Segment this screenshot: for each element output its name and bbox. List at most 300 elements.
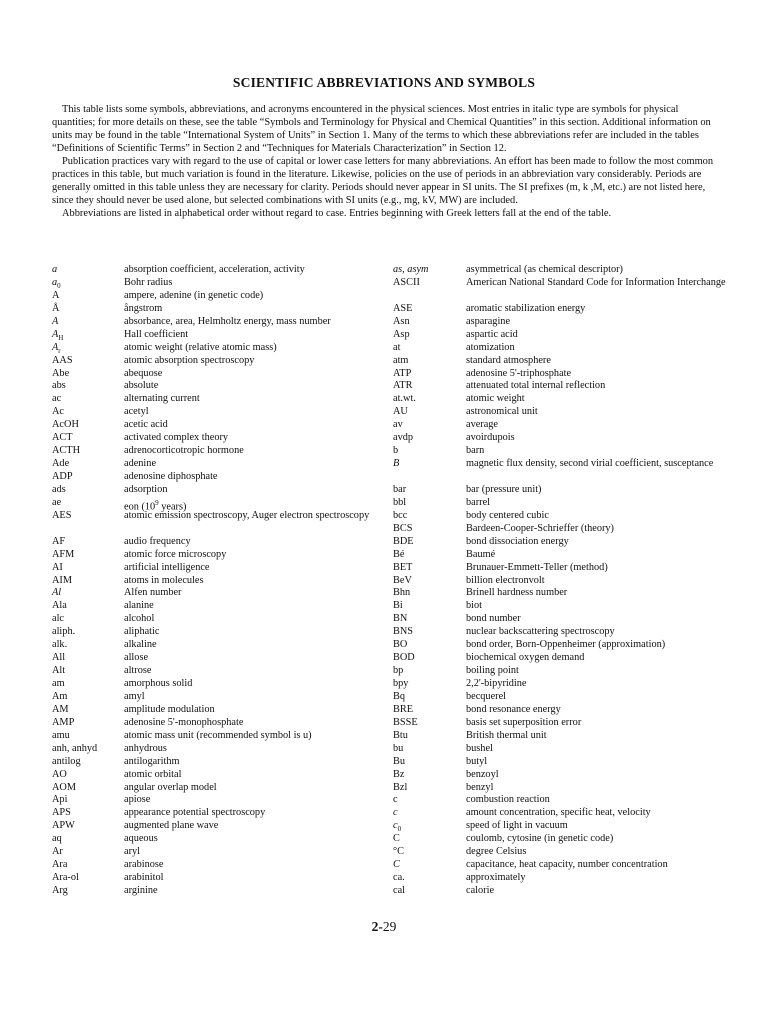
abbreviation — [393, 342, 466, 355]
abbreviation-subscript: 0 — [57, 281, 61, 290]
definition-text: adenine — [124, 458, 157, 470]
definition-text: billion electronvolt — [466, 574, 545, 586]
abbreviation-row — [52, 277, 386, 290]
definition-text: acetyl — [124, 406, 149, 418]
page-title: SCIENTIFIC ABBREVIATIONS AND SYMBOLS — [232, 75, 536, 90]
definition-text: asymmetrical (as chemical descriptor) — [466, 264, 623, 275]
abbreviation-symbol: BeV — [393, 574, 412, 586]
abbreviation-definition — [466, 600, 741, 613]
abbreviation — [393, 264, 466, 277]
definition-text: capacitance, heat capacity, number concentration — [466, 859, 668, 871]
abbreviation-symbol: Bz — [393, 768, 405, 780]
abbreviation — [393, 833, 466, 846]
abbreviation — [393, 549, 466, 562]
abbreviation-definition — [124, 562, 386, 575]
abbreviation-symbol: anh, anhyd — [52, 742, 98, 754]
definition-text: becquerel — [466, 690, 507, 702]
abbreviation-row — [52, 484, 386, 497]
abbreviation-subscript: 0 — [397, 825, 402, 834]
abbreviation-row — [393, 316, 741, 329]
abbreviation — [52, 704, 124, 717]
abbreviation-row — [52, 807, 386, 820]
abbreviation-row — [52, 496, 386, 513]
abbreviation — [52, 587, 124, 600]
abbreviation-definition — [124, 432, 386, 445]
abbreviation-row — [393, 691, 741, 704]
definition-text: coulomb, cytosine (in genetic code) — [466, 833, 614, 845]
abbreviation-definition — [466, 717, 741, 730]
abbreviation-definition — [124, 419, 386, 432]
intro-paragraph: This table lists some symbols, abbreviations, and acronyms encountered in the physical sciences. Most entries in italic type are symbols for physical quantities; for more details on these, see the table “Symbols and Terminology for Physical and Chemical Quantities” in this section. Additional information on units may be found in the table “International System of Units” in Section 1. Many of the terms to which these abbreviations refer are included in the tables “Definitions of Scientific Terms” in Section 2 and “Techniques for Materials Characterization” in Section 12. — [52, 104, 711, 154]
abbreviation-definition — [466, 355, 741, 368]
definition-text: atomization — [466, 341, 515, 353]
abbreviation — [393, 406, 466, 419]
abbreviation-symbol: antilog — [52, 755, 81, 767]
abbreviation-definition — [124, 769, 386, 782]
abbreviation — [52, 833, 124, 846]
definition-text: ångstrom — [124, 302, 163, 314]
abbreviation-definition — [124, 794, 386, 807]
abbreviation — [52, 393, 124, 406]
definition-text: bond number — [466, 613, 521, 625]
abbreviation-symbol: C — [393, 859, 400, 871]
abbreviation-symbol: bp — [393, 665, 404, 677]
abbreviation — [393, 562, 466, 575]
abbreviation-subscript: r — [58, 346, 61, 355]
definition-text: absorption coefficient, acceleration, activity — [124, 264, 305, 275]
abbreviation-row — [393, 587, 741, 600]
abbreviation — [52, 303, 124, 316]
abbreviation-row — [52, 380, 386, 393]
abbreviation — [52, 406, 124, 419]
abbreviation — [52, 458, 124, 471]
abbreviation — [393, 743, 466, 756]
abbreviation-definition — [124, 691, 386, 704]
abbreviation-symbol: a — [52, 264, 58, 275]
abbreviation-symbol: avdp — [393, 432, 414, 444]
abbreviation-definition — [466, 704, 741, 717]
abbreviation-row — [393, 807, 741, 820]
abbreviation-symbol: Al — [52, 587, 62, 599]
abbreviation-row — [393, 523, 741, 536]
abbreviation-symbol: av — [393, 419, 403, 431]
abbreviation-row — [52, 406, 386, 419]
abbreviation-row — [393, 885, 741, 898]
page-count: 29 — [382, 919, 397, 934]
abbreviation — [52, 691, 124, 704]
definition-text: bond dissociation energy — [466, 535, 569, 547]
abbreviation-symbol: Bzl — [393, 781, 408, 793]
definition-text: appearance potential spectroscopy — [124, 807, 266, 819]
abbreviation-definition — [466, 769, 741, 782]
definition-text: benzoyl — [466, 768, 499, 780]
definition-text: atomic force microscopy — [124, 548, 227, 560]
abbreviation-definition — [124, 665, 386, 678]
abbreviation-row — [393, 458, 741, 484]
abbreviation-symbol: Asp — [393, 328, 410, 340]
abbreviation-definition — [466, 872, 741, 885]
abbreviation-symbol: APS — [52, 807, 71, 819]
abbreviation-symbol: A — [52, 315, 59, 327]
abbreviation-symbol: Ara-ol — [52, 872, 79, 884]
abbreviation-row — [393, 562, 741, 575]
abbreviation — [393, 626, 466, 639]
abbreviation-row — [52, 536, 386, 549]
definition-text: arginine — [124, 885, 158, 897]
abbreviation-definition — [124, 497, 386, 513]
abbreviation-symbol: AI — [52, 561, 63, 573]
abbreviation-symbol: bpy — [393, 678, 409, 690]
abbreviation-definition — [124, 380, 386, 393]
definition-text: aqueous — [124, 833, 158, 845]
abbreviation-definition — [466, 743, 741, 756]
abbreviation-row — [393, 277, 741, 303]
abbreviation-definition — [124, 833, 386, 846]
abbreviation — [393, 782, 466, 795]
abbreviation-row — [393, 368, 741, 381]
abbreviation — [52, 510, 124, 536]
definition-text: acetic acid — [124, 419, 168, 431]
definition-text: atomic mass unit (recommended symbol is u) — [124, 729, 312, 741]
definition-text-after: years) — [158, 501, 187, 513]
abbreviation — [52, 497, 124, 510]
abbreviation — [52, 769, 124, 782]
abbreviation — [52, 484, 124, 497]
abbreviation-row — [52, 458, 386, 471]
abbreviation — [393, 355, 466, 368]
definition-text: amplitude modulation — [124, 703, 215, 715]
abbreviation-symbol: ASE — [393, 302, 413, 314]
abbreviation — [52, 600, 124, 613]
abbreviation-symbol: ADP — [52, 471, 73, 482]
abbreviation-symbol: AOM — [52, 781, 77, 793]
abbreviation-definition — [124, 743, 386, 756]
definition-text: adsorption — [124, 483, 168, 495]
abbreviation — [52, 820, 124, 833]
abbreviation-definition — [124, 639, 386, 652]
abbreviation-symbol: AES — [52, 509, 72, 521]
abbreviation-symbol: Abe — [52, 367, 70, 379]
definition-text: aryl — [124, 846, 141, 858]
abbreviation — [52, 717, 124, 730]
abbreviation-symbol: Bi — [393, 600, 403, 612]
intro-text — [52, 104, 718, 221]
definition-text: absolute — [124, 380, 159, 392]
definition-text: anhydrous — [124, 742, 167, 754]
abbreviation — [393, 807, 466, 820]
abbreviation-row — [52, 290, 386, 303]
abbreviation-row — [393, 794, 741, 807]
definition-text: biochemical oxygen demand — [466, 652, 585, 664]
abbreviation-row — [52, 872, 386, 885]
abbreviation-symbol: Bu — [393, 755, 406, 767]
abbreviation-row — [393, 717, 741, 730]
abbreviation — [52, 859, 124, 872]
abbreviation-row — [393, 639, 741, 652]
definition-text: ampere, adenine (in genetic code) — [124, 289, 264, 301]
abbreviation-definition — [466, 794, 741, 807]
abbreviation — [52, 885, 124, 898]
abbreviation-definition — [466, 756, 741, 769]
abbreviation-definition — [124, 885, 386, 898]
definition-text: standard atmosphere — [466, 354, 551, 366]
abbreviation — [52, 432, 124, 445]
abbreviation-definition — [124, 329, 386, 342]
abbreviation-row — [52, 652, 386, 665]
definition-text: adenosine diphosphate — [124, 471, 218, 482]
intro-paragraph: Publication practices vary with regard to the use of capital or lower case letters for many abbreviations. An effort has been made to follow the most common practices in this table, but much variation is found in the literature. Likewise, policies on the use of periods in an abbreviation vary considerably. Periods are generally omitted in this table unless they are necessary for clarity. Periods should never appear in SI units. The SI prefixes (m, k ,M, etc.) are not listed here, since they should never be used alone, but selected combinations with SI units (e.g., mg, kV, MW) are included. — [52, 155, 714, 206]
abbreviation-symbol: alk. — [52, 639, 68, 651]
definition-text: alcohol — [124, 613, 155, 625]
abbreviation-definition — [466, 859, 741, 872]
abbreviation-row — [393, 484, 741, 497]
abbreviation — [52, 782, 124, 795]
abbreviation-row — [52, 717, 386, 730]
abbreviation-symbol: ASCII — [393, 276, 420, 288]
definition-text: Bardeen-Cooper-Schrieffer (theory) — [466, 522, 614, 534]
abbreviation-subscript: H — [58, 333, 64, 342]
abbreviation — [393, 678, 466, 691]
definition-text: apiose — [124, 794, 151, 806]
abbreviation-row — [393, 445, 741, 458]
abbreviation-row — [393, 782, 741, 795]
abbreviation — [393, 303, 466, 316]
definition-text: arabinose — [124, 859, 164, 871]
definition-text: amount concentration, specific heat, velocity — [466, 807, 651, 819]
abbreviation-symbol: Bq — [393, 690, 406, 702]
abbreviation-definition — [124, 846, 386, 859]
abbreviation-symbol: AcOH — [52, 419, 79, 431]
definition-text: adrenocorticotropic hormone — [124, 445, 244, 457]
abbreviation-symbol: C — [393, 833, 400, 845]
abbreviation-definition — [124, 406, 386, 419]
abbreviation — [52, 264, 124, 277]
abbreviation — [52, 678, 124, 691]
abbreviation — [52, 368, 124, 381]
abbreviation — [52, 445, 124, 458]
definition-text: boiling point — [466, 665, 519, 677]
abbreviation-definition — [124, 393, 386, 406]
abbreviation-definition — [466, 419, 741, 432]
abbreviation-row — [52, 264, 386, 277]
definition-text: adenosine 5'-triphosphate — [466, 367, 572, 379]
definition-text: atoms in molecules — [124, 574, 204, 586]
abbreviation-symbol: as, asym — [393, 264, 429, 275]
abbreviation-row — [52, 587, 386, 600]
definition-text: nuclear backscattering spectroscopy — [466, 626, 615, 638]
abbreviation-row — [52, 471, 386, 484]
abbreviation-row — [393, 600, 741, 613]
abbreviation-definition — [466, 445, 741, 458]
abbreviation-row — [393, 303, 741, 316]
abbreviation-definition — [124, 678, 386, 691]
abbreviation-symbol: at.wt. — [393, 393, 416, 405]
abbreviation-symbol: Btu — [393, 729, 408, 741]
abbreviation-symbol: AAS — [52, 354, 73, 366]
abbreviation-row — [393, 704, 741, 717]
abbreviation — [52, 730, 124, 743]
abbreviation-definition — [466, 885, 741, 898]
abbreviation-symbol: b — [393, 445, 399, 457]
abbreviation — [52, 639, 124, 652]
abbreviation-symbol: alc — [52, 613, 65, 625]
abbreviation-row — [393, 264, 741, 277]
abbreviation-row — [393, 756, 741, 769]
abbreviation — [52, 290, 124, 303]
abbreviation-row — [52, 859, 386, 872]
definition-text: Hall coefficient — [124, 328, 189, 340]
abbreviation-row — [393, 846, 741, 859]
definition-text: Baumé — [466, 548, 496, 560]
abbreviation-definition — [124, 730, 386, 743]
abbreviation — [393, 691, 466, 704]
definition-text: avoirdupois — [466, 432, 515, 444]
definition-text: bar (pressure unit) — [466, 483, 542, 495]
abbreviation-definition — [466, 549, 741, 562]
abbreviation-symbol: ATP — [393, 367, 412, 379]
definition-text: antilogarithm — [124, 755, 180, 767]
abbreviation-row — [52, 445, 386, 458]
definition-text: atomic emission spectroscopy, Auger electron spectroscopy — [124, 509, 370, 521]
abbreviation-definition — [124, 264, 386, 277]
right-column — [393, 264, 741, 898]
abbreviation-symbol: at — [393, 341, 401, 353]
definition-text: bond resonance energy — [466, 703, 561, 715]
abbreviation — [393, 885, 466, 898]
definition-text: aromatic stabilization energy — [466, 302, 586, 314]
abbreviation — [393, 794, 466, 807]
definition-text: alkaline — [124, 639, 157, 651]
abbreviation-row — [393, 406, 741, 419]
definition-superscript: 9 — [155, 498, 159, 507]
definition-text: atomic orbital — [124, 768, 182, 780]
abbreviation — [393, 820, 466, 833]
abbreviation — [52, 613, 124, 626]
abbreviation-symbol: BDE — [393, 535, 414, 547]
abbreviation-definition — [124, 782, 386, 795]
abbreviation-definition — [124, 445, 386, 458]
abbreviation-symbol: c — [393, 794, 398, 806]
page-separator: - — [378, 919, 383, 934]
definition-text: Alfen number — [124, 587, 182, 599]
definition-text: bond order, Born-Oppenheimer (approximation) — [466, 639, 666, 651]
definition-text: combustion reaction — [466, 794, 550, 806]
abbreviation-row — [52, 316, 386, 329]
definition-text: barrel — [466, 496, 491, 508]
abbreviation — [52, 665, 124, 678]
abbreviation-row — [393, 393, 741, 406]
abbreviation-symbol: °C — [393, 846, 404, 858]
abbreviation — [393, 536, 466, 549]
abbreviation-definition — [124, 536, 386, 549]
abbreviation-row — [52, 600, 386, 613]
abbreviation — [393, 704, 466, 717]
abbreviation — [52, 549, 124, 562]
abbreviation-row — [52, 510, 386, 536]
abbreviation-definition — [466, 639, 741, 652]
abbreviation — [393, 497, 466, 510]
abbreviation-definition — [466, 613, 741, 626]
abbreviation-row — [52, 691, 386, 704]
abbreviation-row — [393, 613, 741, 626]
abbreviation — [393, 445, 466, 458]
abbreviation-symbol: AFM — [52, 548, 75, 560]
abbreviation-symbol: AO — [52, 768, 67, 780]
abbreviation-definition — [124, 756, 386, 769]
page-section: 2 — [371, 919, 379, 934]
abbreviation-definition — [466, 833, 741, 846]
abbreviation-definition — [466, 406, 741, 419]
abbreviation-symbol: All — [52, 652, 66, 664]
abbreviation-symbol: bar — [393, 483, 407, 495]
abbreviation-definition — [466, 575, 741, 588]
abbreviation-definition — [466, 626, 741, 639]
abbreviation-definition — [466, 329, 741, 342]
abbreviation-row — [393, 859, 741, 872]
abbreviation-symbol: c — [393, 807, 398, 819]
definition-text: atomic weight (relative atomic mass) — [124, 341, 277, 353]
abbreviation-symbol: amu — [52, 729, 70, 741]
abbreviation-symbol: Å — [52, 302, 60, 314]
definition-text: aliphatic — [124, 626, 160, 638]
abbreviation-row — [52, 743, 386, 756]
abbreviation-row — [393, 355, 741, 368]
abbreviation-row — [52, 794, 386, 807]
abbreviation — [393, 756, 466, 769]
intro-paragraph: Abbreviations are listed in alphabetical order without regard to case. Entries beginning with Greek letters fall at the end of the table. — [62, 207, 612, 219]
definition-text: magnetic flux density, second virial coefficient, susceptance — [466, 458, 714, 470]
abbreviation-definition — [124, 600, 386, 613]
abbreviation — [52, 846, 124, 859]
definition-text: audio frequency — [124, 535, 191, 547]
page-number — [0, 919, 768, 935]
abbreviation — [52, 626, 124, 639]
abbreviation-definition — [466, 730, 741, 743]
abbreviation-definition — [466, 484, 741, 497]
definition-text: benzyl — [466, 781, 494, 793]
abbreviation — [393, 432, 466, 445]
abbreviation-row — [52, 575, 386, 588]
abbreviation-symbol: AIM — [52, 574, 73, 586]
abbreviation — [52, 794, 124, 807]
abbreviation — [393, 600, 466, 613]
left-column — [52, 264, 386, 898]
abbreviation-symbol: abs — [52, 380, 66, 392]
abbreviation — [393, 393, 466, 406]
abbreviation-row — [52, 613, 386, 626]
definition-text: abequose — [124, 367, 163, 379]
abbreviation-definition — [466, 536, 741, 549]
abbreviation-row — [393, 872, 741, 885]
abbreviation — [52, 342, 124, 355]
abbreviation-row — [52, 833, 386, 846]
abbreviation-symbol: Am — [52, 690, 68, 702]
abbreviation-symbol: Bé — [393, 548, 405, 560]
abbreviation-row — [52, 368, 386, 381]
abbreviation-row — [52, 769, 386, 782]
definition-text: artificial intelligence — [124, 561, 210, 573]
definition-text: Brunauer-Emmett-Teller (method) — [466, 561, 608, 573]
abbreviation-symbol: ATR — [393, 380, 413, 392]
abbreviation-definition — [466, 303, 741, 316]
definition-text: allose — [124, 652, 149, 664]
abbreviation — [52, 471, 124, 484]
abbreviation-symbol: BNS — [393, 626, 414, 638]
abbreviation-symbol: ACTH — [52, 445, 81, 457]
abbreviation — [52, 316, 124, 329]
abbreviation-symbol: Ala — [52, 600, 67, 612]
abbreviation-symbol: bu — [393, 742, 404, 754]
